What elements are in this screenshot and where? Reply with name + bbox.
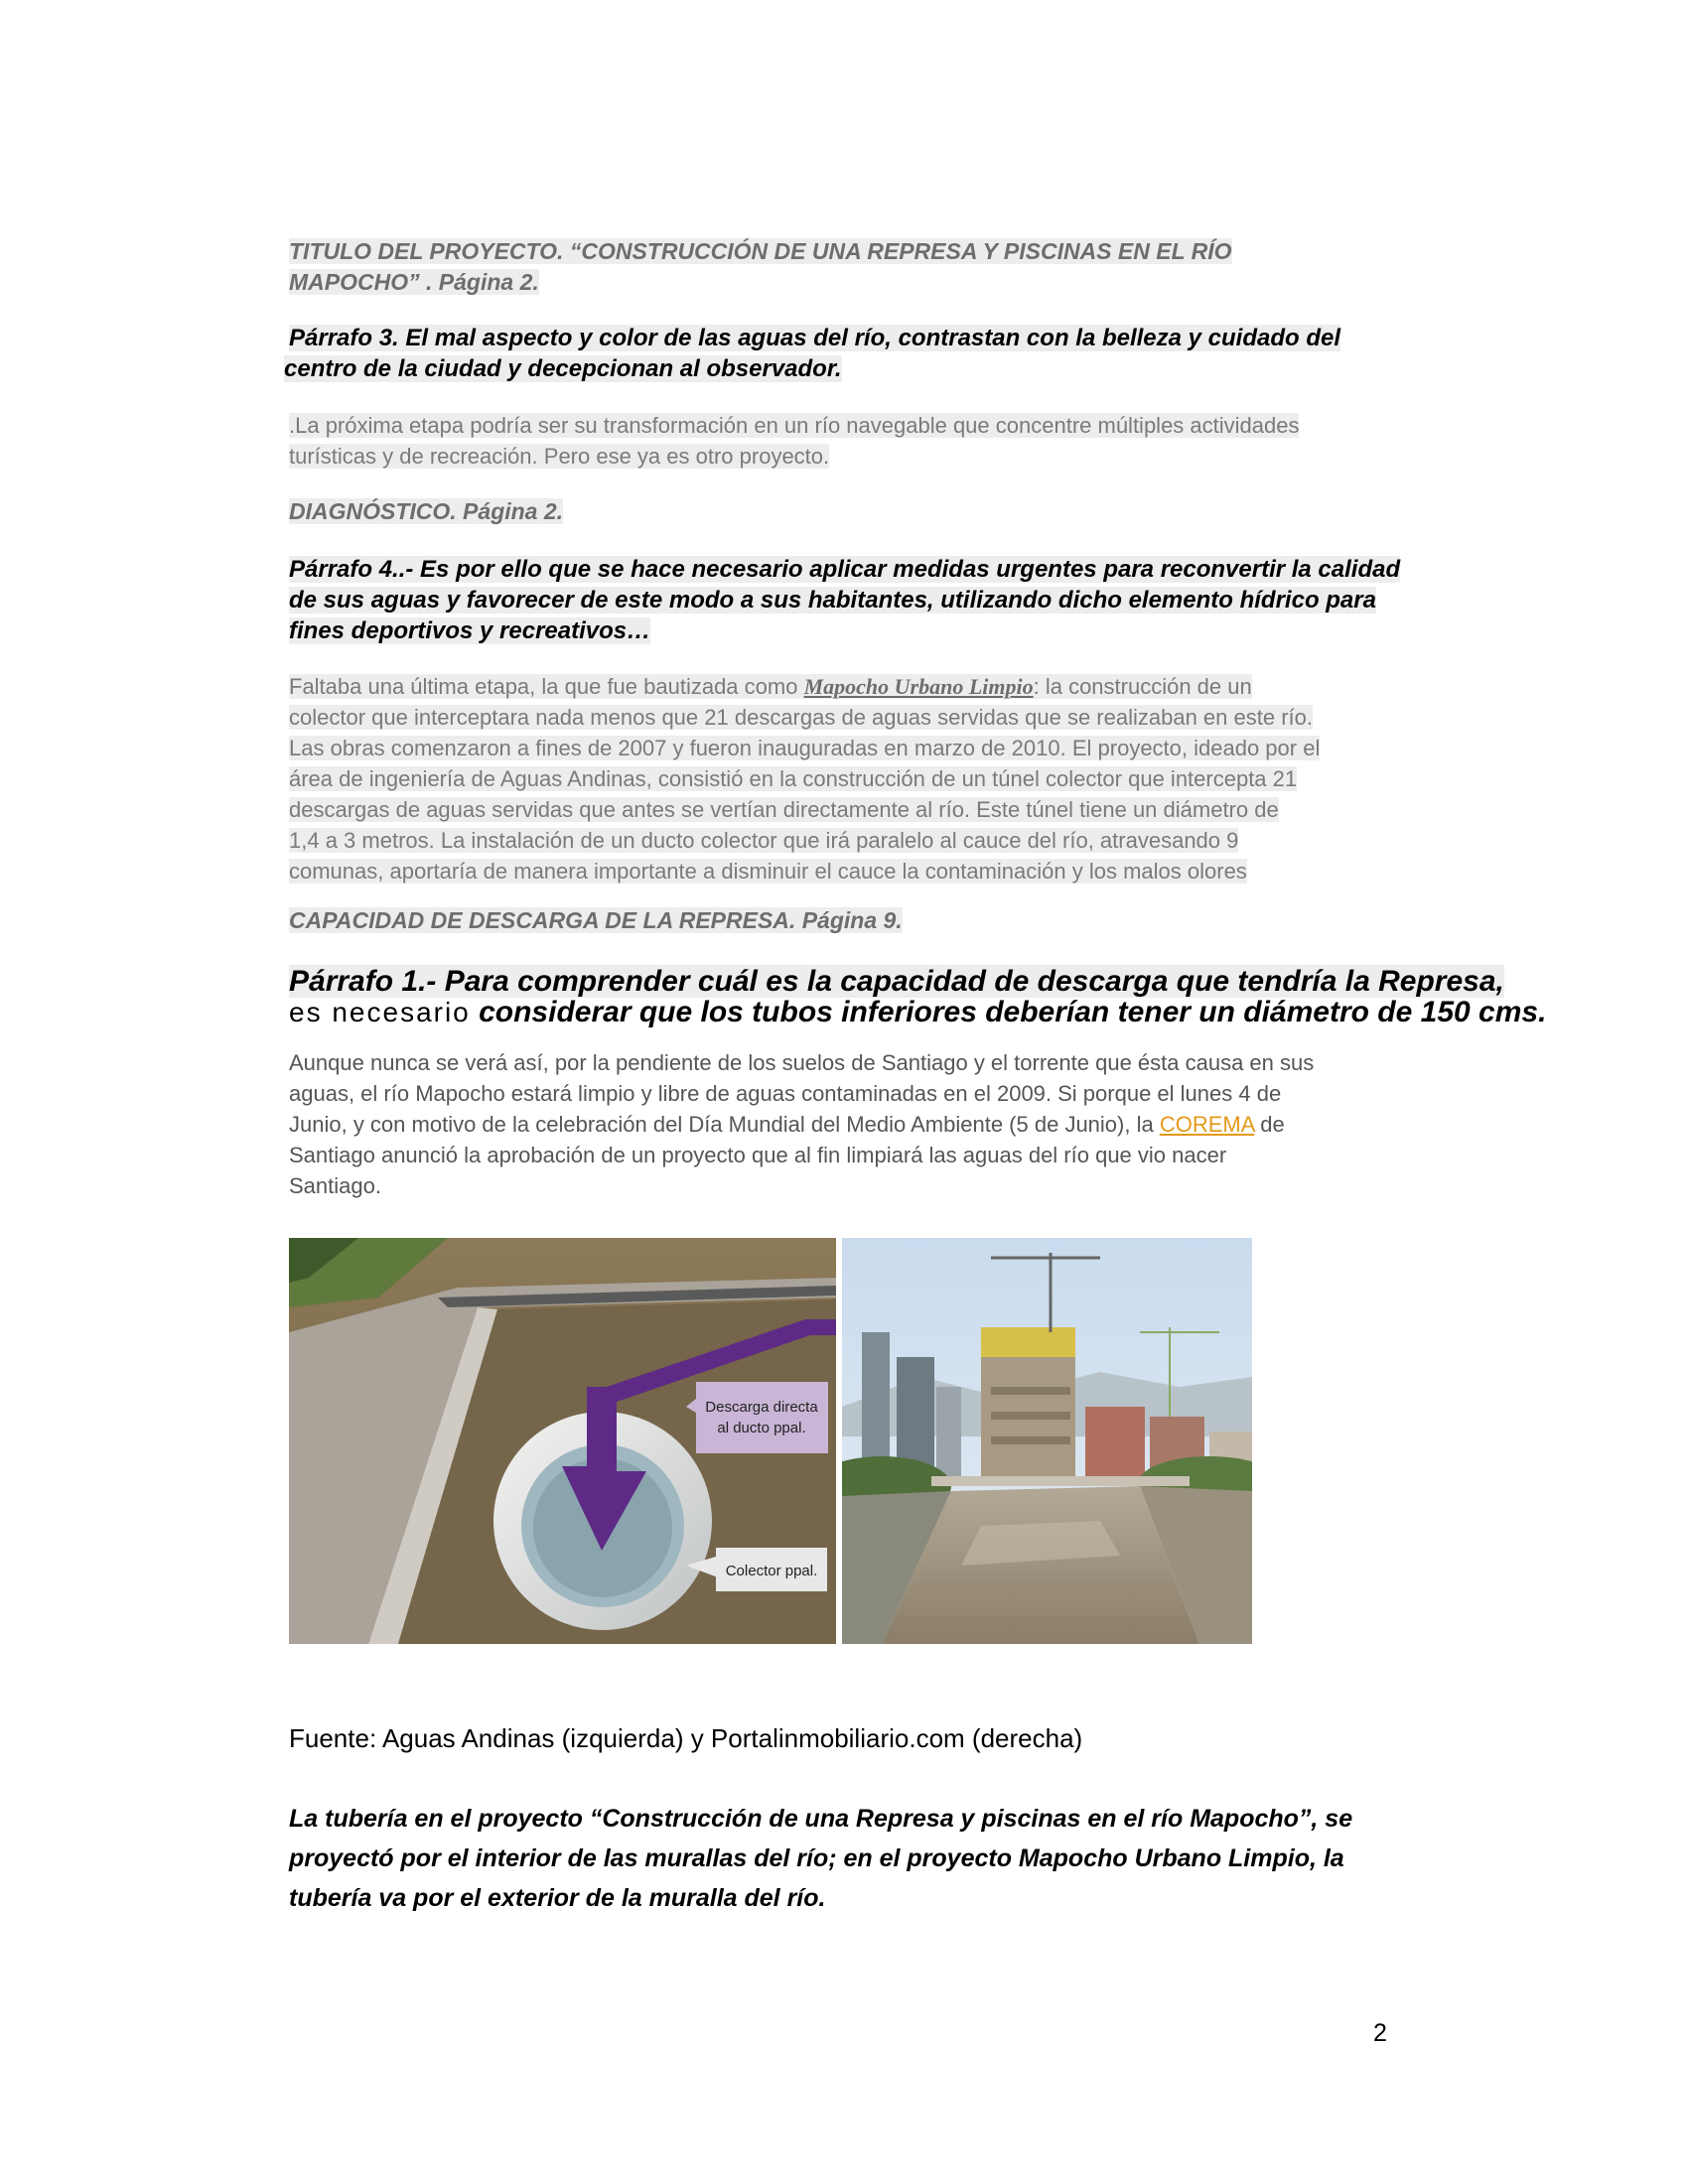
- text-line: comunas, aportaría de manera importante a disminuir el cauce la contaminación y los malos olores: [289, 859, 1247, 884]
- title-line: MAPOCHO” . Página 2.: [289, 269, 539, 295]
- heading-text: CAPACIDAD DE DESCARGA DE LA REPRESA. Página 9.: [289, 907, 903, 933]
- text-segment: considerar que los tubos inferiores deberían tener un diámetro de 150 cms.: [470, 996, 1547, 1028]
- heading-text: DIAGNÓSTICO. Página 2.: [289, 498, 564, 524]
- text-line: turísticas y de recreación. Pero ese ya es otro proyecto.: [289, 444, 830, 469]
- callout-label-2: Colector ppal.: [725, 1563, 818, 1579]
- text-line: área de ingeniería de Aguas Andinas, consistió en la construcción de un túnel colector que intercepta 21: [289, 766, 1298, 791]
- text-line: colector que interceptara nada menos que 21 descargas de aguas servidas que se realizaban en este río.: [289, 705, 1313, 730]
- text-line: Párrafo 1.- Para comprender cuál es la capacidad de descarga que tendría la Represa,: [289, 965, 1504, 998]
- body-paragraph: [289, 1047, 1314, 1201]
- text-line: Santiago.: [289, 1173, 381, 1198]
- page-number: 2: [1373, 2019, 1387, 2047]
- text-line: Santiago anunció la aprobación de un proyecto que al fin limpiará las aguas del río que vio nacer: [289, 1143, 1227, 1167]
- project-title: [289, 236, 1232, 298]
- text-line: Párrafo 4..- Es por ello que se hace necesario aplicar medidas urgentes para reconvertir la calidad: [289, 556, 1401, 583]
- title-line: TITULO DEL PROYECTO. “CONSTRUCCIÓN DE UNA REPRESA Y PISCINAS EN EL RÍO: [289, 238, 1232, 264]
- paragraph-4: [289, 554, 1400, 646]
- text-line: Aunque nunca se verá así, por la pendiente de los suelos de Santiago y el torrente que ésta causa en sus: [289, 1050, 1315, 1075]
- callout-label-1b: al ducto ppal.: [717, 1420, 806, 1436]
- text-line: fines deportivos y recreativos…: [289, 617, 651, 644]
- text-line: 1,4 a 3 metros. La instalación de un ducto colector que irá paralelo al cauce del río, atravesando 9: [289, 828, 1239, 853]
- collector-illustration: [289, 1238, 836, 1644]
- collector-diagram: [289, 1238, 836, 1644]
- text-line: de sus aguas y favorecer de este modo a sus habitantes, utilizando dicho elemento hídrico para: [289, 587, 1376, 614]
- text-segment: Faltaba una última etapa, la que fue bautizada como: [289, 674, 804, 699]
- callout-label-1: Descarga directa: [705, 1399, 818, 1416]
- text-line: [289, 674, 1252, 699]
- quote-navigable: [289, 410, 1299, 472]
- diagnostico-heading: [289, 496, 563, 527]
- santiago-river-photo: [842, 1238, 1252, 1644]
- text-line: .La próxima etapa podría ser su transformación en un río navegable que concentre múltiples actividades: [289, 413, 1300, 438]
- figure-source-caption: Fuente: Aguas Andinas (izquierda) y Portalinmobiliario.com (derecha): [289, 1723, 1083, 1753]
- text-line: La tubería en el proyecto “Construcción de una Represa y piscinas en el río Mapocho”, se: [289, 1805, 1353, 1833]
- corema-link[interactable]: COREMA: [1159, 1112, 1255, 1137]
- text-segment: : la construcción de un: [1033, 674, 1252, 699]
- text-line: aguas, el río Mapocho estará limpio y libre de aguas contaminadas en el 2009. Si porque el lunes 4 de: [289, 1081, 1282, 1106]
- text-line: tubería va por el exterior de la muralla del río.: [289, 1884, 826, 1912]
- text-line: Las obras comenzaron a fines de 2007 y fueron inauguradas en marzo de 2010. El proyecto, ideado por el: [289, 736, 1321, 760]
- closing-paragraph: [289, 1799, 1352, 1918]
- text-segment: de: [1254, 1112, 1285, 1137]
- city-river-scene: [842, 1238, 1252, 1644]
- text-line: proyectó por el interior de las murallas del río; en el proyecto Mapocho Urbano Limpio, la: [289, 1844, 1344, 1872]
- text-line: descargas de aguas servidas que antes se vertían directamente al río. Este túnel tiene un diámetro de: [289, 797, 1279, 822]
- capacidad-heading: [289, 905, 903, 936]
- mapocho-urbano-limpio-link[interactable]: Mapocho Urbano Limpio: [803, 674, 1034, 699]
- paragraph-3: [284, 323, 1341, 384]
- paragraph-1: [289, 966, 1546, 1027]
- text-segment: Junio, y con motivo de la celebración del Día Mundial del Medio Ambiente (5 de Junio), la: [289, 1112, 1160, 1137]
- quote-mapocho-urbano-limpio: [289, 671, 1320, 887]
- text-line: centro de la ciudad y decepcionan al observador.: [284, 355, 842, 382]
- text-line: Párrafo 3. El mal aspecto y color de las aguas del río, contrastan con la belleza y cuidado del: [289, 325, 1341, 351]
- text-line: [289, 1109, 1314, 1140]
- text-segment: es necesario: [289, 997, 471, 1027]
